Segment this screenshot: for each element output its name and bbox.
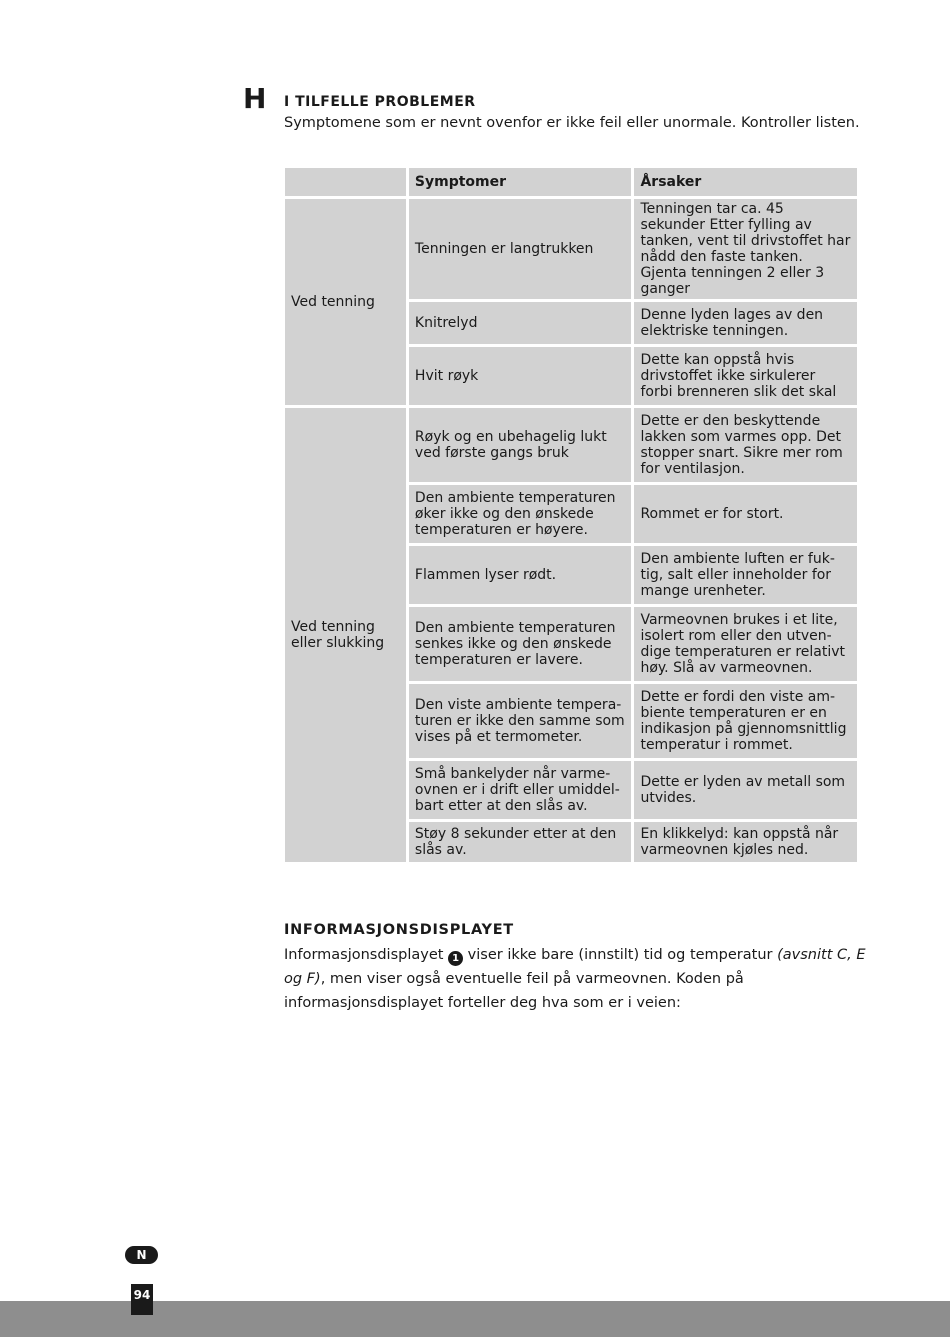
info-text-before: Informasjonsdisplayet [284,947,449,963]
symptom-cell: Små bankelyder når varmeovnen er i drift eller umiddelbart etter at den slås av. [409,761,632,819]
cause-cell: Dette kan oppstå hvis drivstoffet ikke sirkulerer forbi brenneren slik det skal [634,347,857,405]
section-intro: Symptomene som er nevnt ovenfor er ikke feil eller unormale. Kontroller listen. [284,115,860,131]
cause-cell: Dette er den beskyttende lakken som varmes opp. Det stopper snart. Sikre mer rom for ventilasjon. [634,408,857,482]
section-letter: H [243,82,267,115]
table-row [285,408,857,482]
group-label: Ved tenning [285,199,406,405]
info-text-middle: viser ikke bare (innstilt) tid og temperatur [463,947,778,963]
display-marker-icon: 1 [448,951,463,966]
symptom-cell: Hvit røyk [409,347,632,405]
cause-cell: Dette er lyden av metall som utvides. [634,761,857,819]
symptom-cell: Den ambiente temperaturen øker ikke og den ønskede temperaturen er høyere. [409,485,632,543]
cause-cell: Tenningen tar ca. 45 sekunder Etter fylling av tanken, vent til drivstoffet har nådd den faste tanken. Gjenta tenningen 2 eller 3 ganger [634,199,857,299]
header-symptoms: Symptomer [409,168,632,196]
info-paragraph [284,943,869,1015]
header-causes: Årsaker [634,168,857,196]
symptom-cell: Røyk og en ubehagelig lukt ved første gangs bruk [409,408,632,482]
symptom-cell: Den ambiente temperaturen senkes ikke og den ønskede temperaturen er lavere. [409,607,632,681]
table-header-row [285,168,857,196]
info-text-after: , men viser også eventuelle feil på varmeovnen. Koden på informasjonsdisplayet forteller deg hva som er i veien: [284,971,744,1011]
cause-cell: En klikkelyd: kan oppstå når varmeovnen kjøles ned. [634,822,857,862]
symptom-cell: Flammen lyser rødt. [409,546,632,604]
symptom-cell: Tenningen er langtrukken [409,199,632,299]
symptom-cell: Støy 8 sekunder etter at den slås av. [409,822,632,862]
symptom-cell: Den viste ambiente temperaturen er ikke den samme som vises på et termometer. [409,684,632,758]
header-group [285,168,406,196]
cause-cell: Rommet er for stort. [634,485,857,543]
table-row [285,199,857,299]
cause-cell: Dette er fordi den viste ambiente temperaturen er en indikasjon på gjennomsnittlig temperatur i rommet. [634,684,857,758]
symptom-cell: Knitrelyd [409,302,632,344]
group-label: Ved tenning eller slukking [285,408,406,862]
info-text-reference: (avsnitt C, E og F) [284,947,866,987]
section-title: I TILFELLE PROBLEMER [284,94,476,110]
troubleshooting-table [282,165,860,865]
info-title: INFORMASJONSDISPLAYET [284,922,514,938]
cause-cell: Denne lyden lages av den elektriske tenningen. [634,302,857,344]
language-badge: N [125,1246,158,1264]
cause-cell: Varmeovnen brukes i et lite, isolert rom eller den utvendige temperaturen er relativt høy. Slå av varmeovnen. [634,607,857,681]
page-number: 94 [131,1284,153,1315]
cause-cell: Den ambiente luften er fuktig, salt eller inneholder for mange urenheter. [634,546,857,604]
